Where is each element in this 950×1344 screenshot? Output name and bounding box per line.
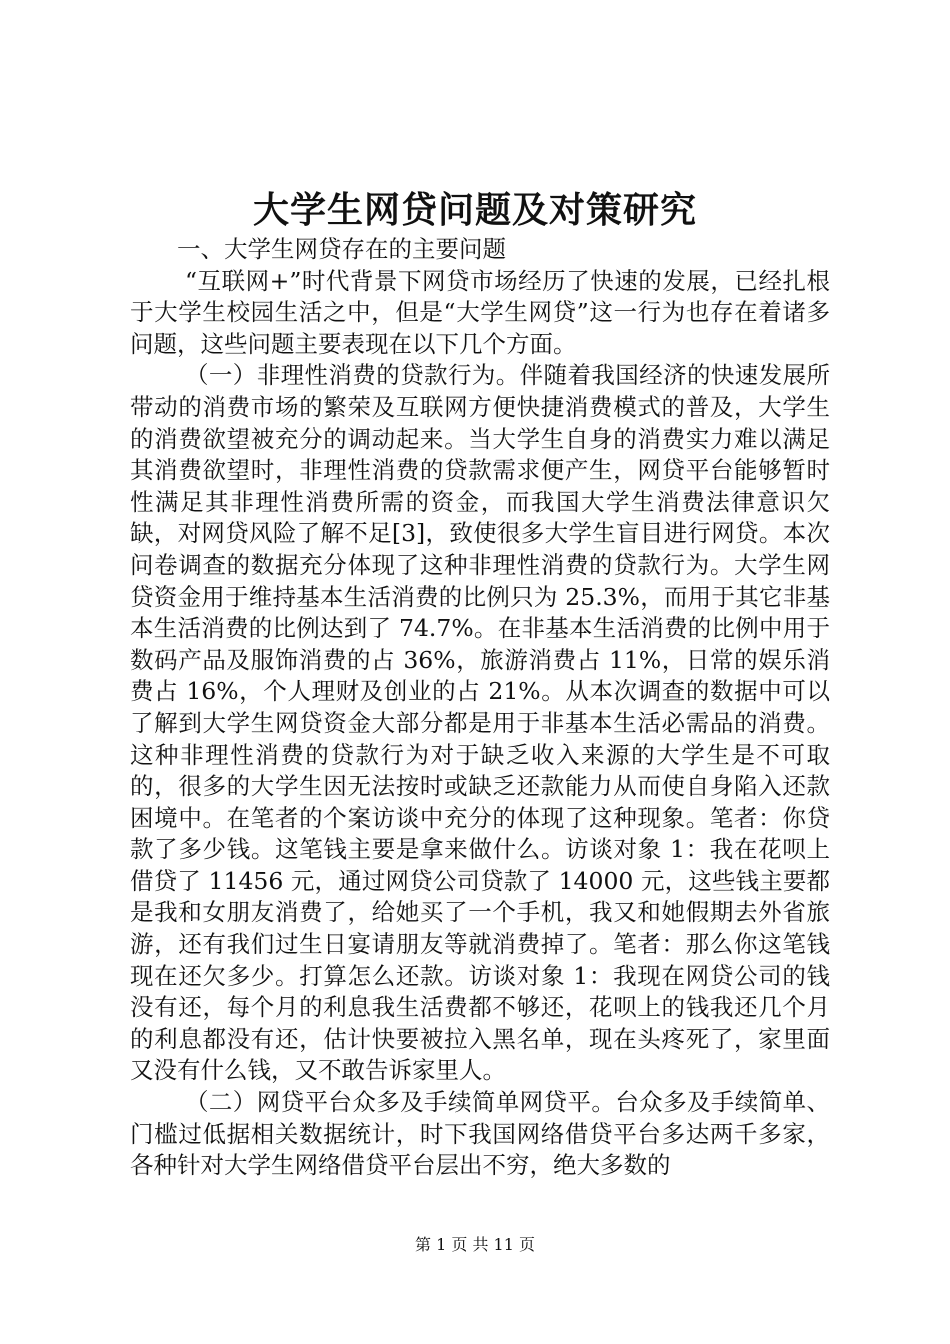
page-number: 第 1 页 共 11 页	[415, 1235, 535, 1254]
paragraph-irrational-consumption: （一）非理性消费的贷款行为。伴随着我国经济的快速发展所带动的消费市场的繁荣及互联网方便快捷消费模式的普及，大学生的消费欲望被充分的调动起来。当大学生自身的消费实力难以满足其消费欲望时，非理性消费的贷款需求便产生，网贷平台能够暂时性满足其非理性消费所需的资金，而我国大学生消费法律意识欠缺，对网贷风险了解不足[3]，致使很多大学生盲目进行网贷。本次问卷调查的数据充分体现了这种非理性消费的贷款行为。大学生网贷资金用于维持基本生活消费的比例只为 25.3%，而用于其它非基本生活消费的比例达到了 74.7%。在非基本生活消费的比例中用于数码产品及服饰消费的占 36%，旅游消费占 11%，日常的娱乐消费占 16%，个人理财及创业的占 21%。从本次调查的数据中可以了解到大学生网贷资金大部分都是用于非基本生活必需品的消费。这种非理性消费的贷款行为对于缺乏收入来源的大学生是不可取的，很多的大学生因无法按时或缺乏还款能力从而使自身陷入还款困境中。在笔者的个案访谈中充分的体现了这种现象。笔者：你贷款了多少钱。这笔钱主要是拿来做什么。访谈对象 1：我在花呗上借贷了 11456 元，通过网贷公司贷款了 14000 元，这些钱主要都是我和女朋友消费了，给她买了一个手机，我又和她假期去外省旅游，还有我们过生日宴请朋友等就消费掉了。笔者：那么你这笔钱现在还欠多少。打算怎么还款。访谈对象 1：我现在网贷公司的钱没有还，每个月的利息我生活费都不够还，花呗上的钱我还几个月的利息都没有还，估计快要被拉入黑名单，现在头疼死了，家里面又没有什么钱，又不敢告诉家里人。	[130, 361, 830, 1085]
document-body	[130, 234, 830, 1182]
paragraph-platforms: （二）网贷平台众多及手续简单网贷平。台众多及手续简单、门槛过低据相关数据统计，时下我国网络借贷平台多达两千多家，各种针对大学生网络借贷平台层出不穷，绝大多数的	[130, 1088, 830, 1180]
paragraph-intro: “互联网+”时代背景下网贷市场经历了快速的发展，已经扎根于大学生校园生活之中，但是“大学生网贷”这一行为也存在着诸多问题，这些问题主要表现在以下几个方面。	[130, 266, 830, 358]
document-title: 大学生网贷问题及对策研究	[252, 189, 697, 231]
section-heading: 一、大学生网贷存在的主要问题	[177, 235, 506, 263]
